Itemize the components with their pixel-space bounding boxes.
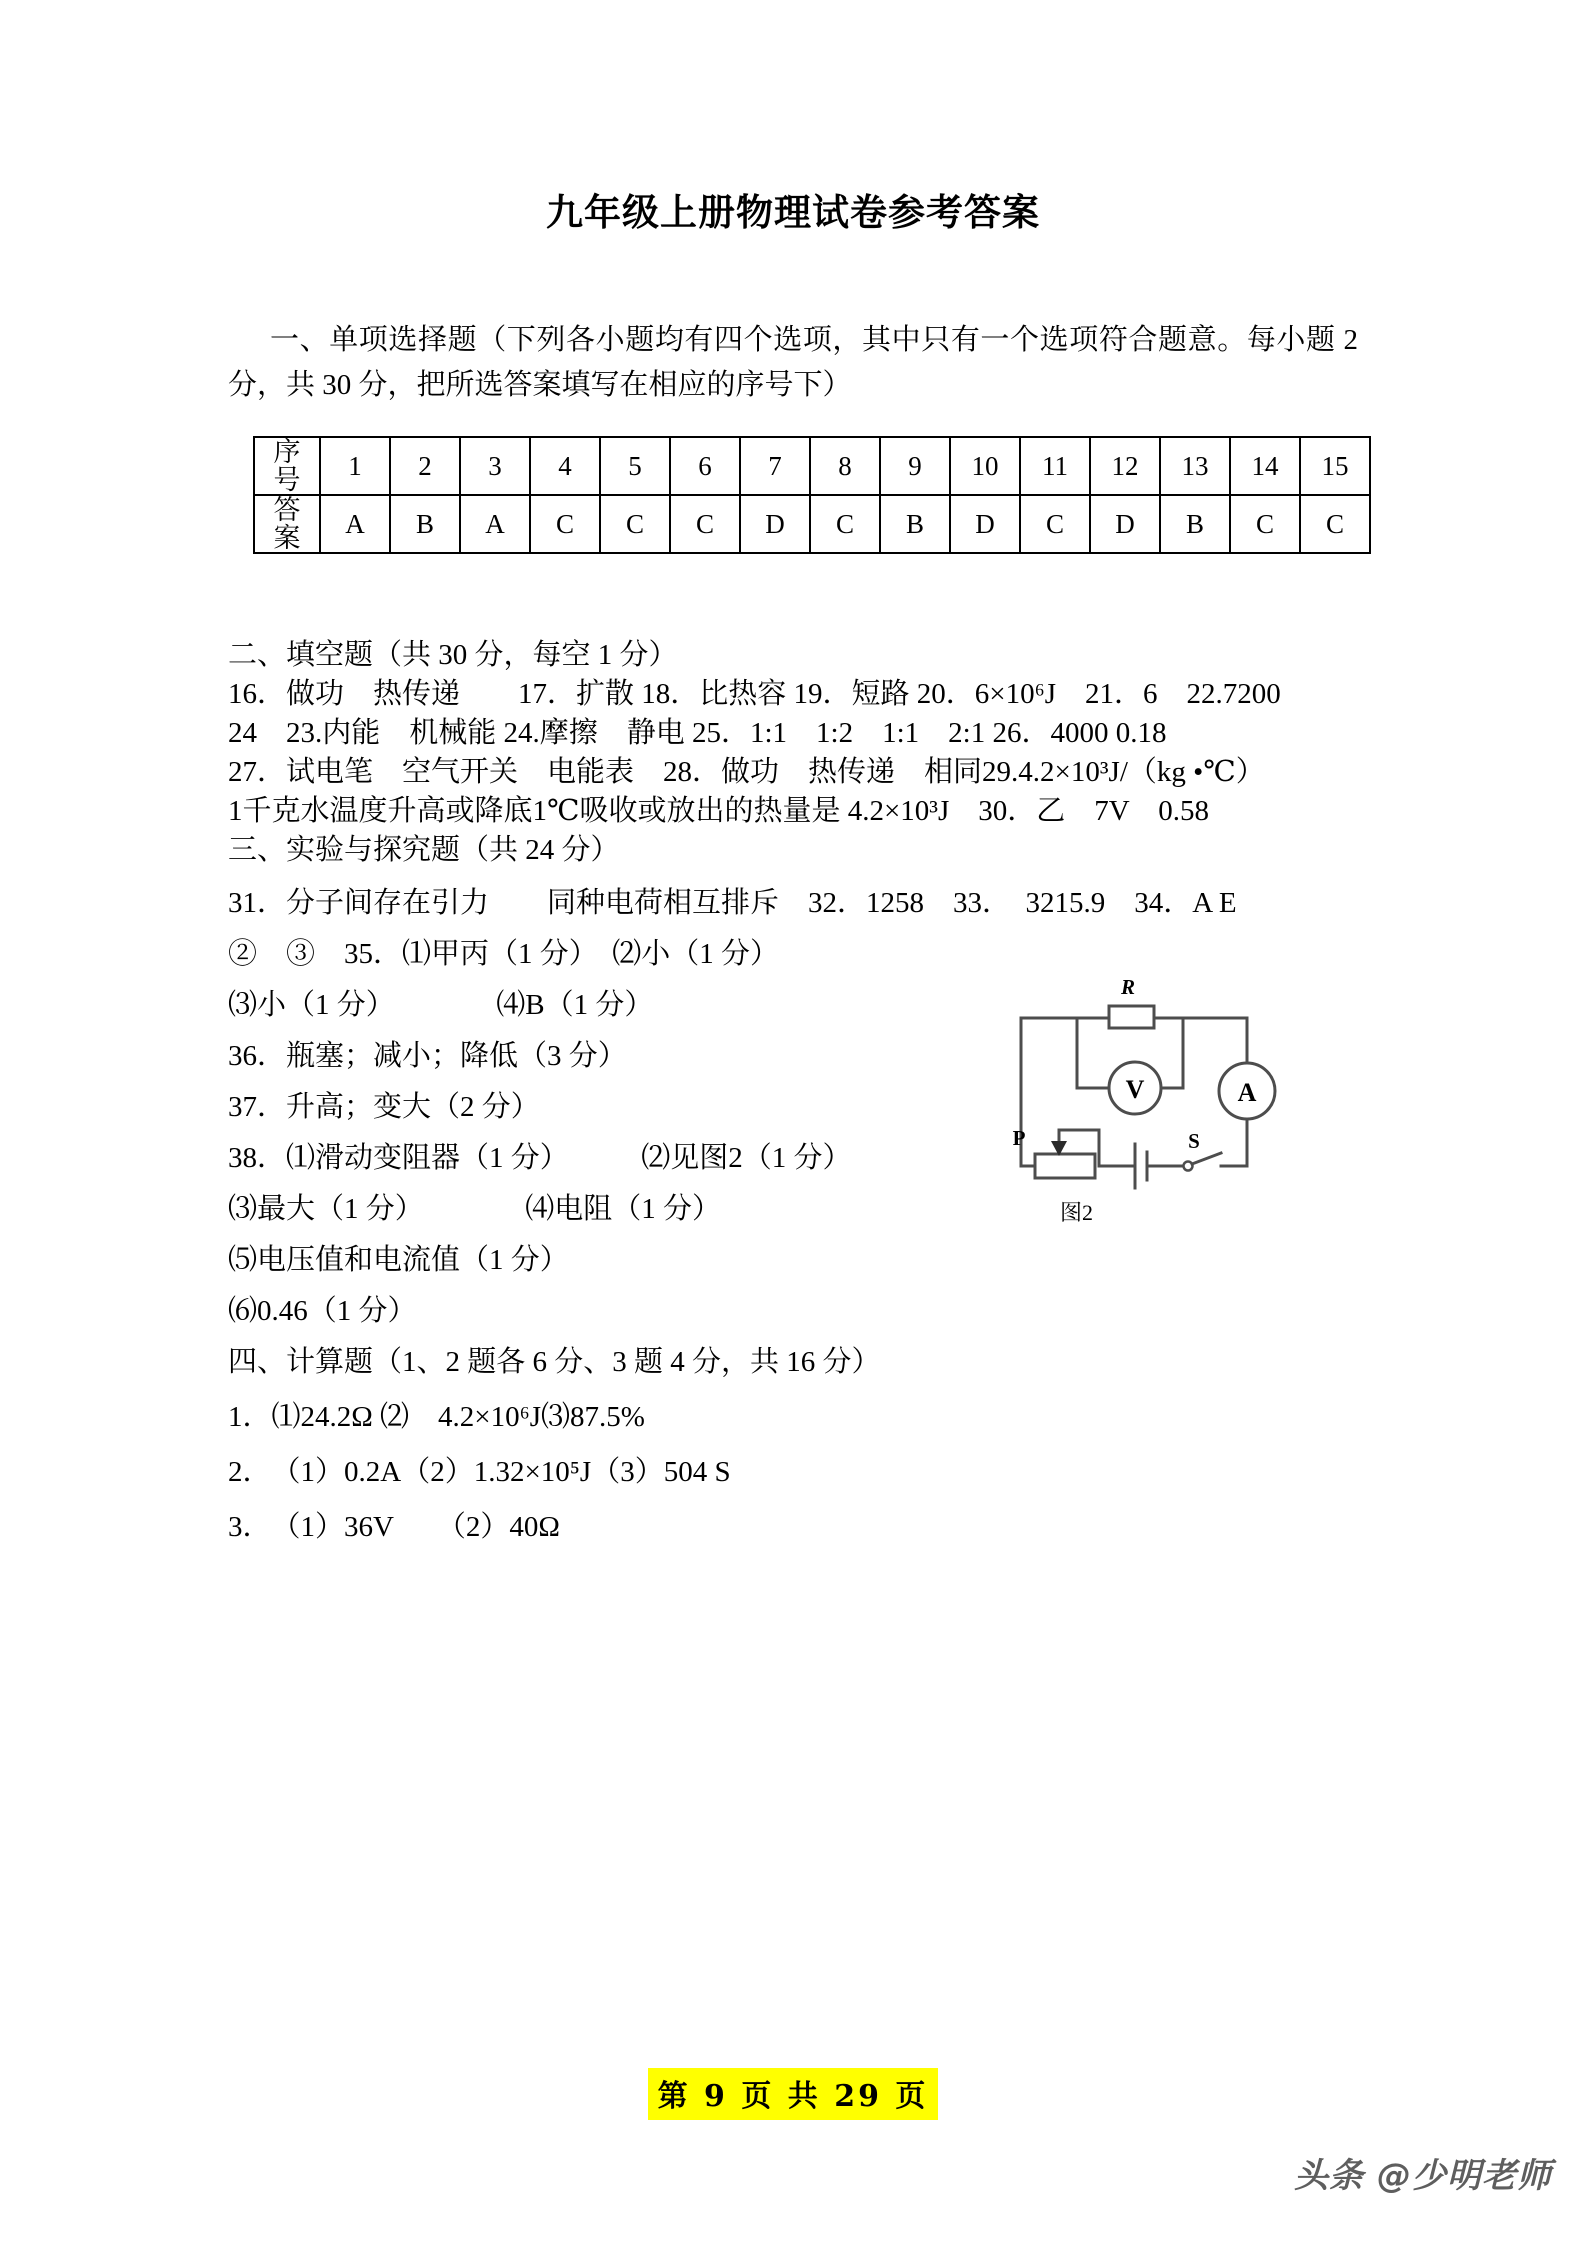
section-three-line-2: ② ③ 35．⑴甲丙（1 分） ⑵小（1 分） xyxy=(228,938,780,970)
page-footer xyxy=(0,2068,1586,2120)
cell-answer: C xyxy=(1230,495,1300,553)
section-two-line-1: 16．做功 热传递 17．扩散 18．比热容 19．短路 20．6×10⁶J 21．6 22.7200 xyxy=(228,678,1281,710)
cell-number: 6 xyxy=(670,437,740,495)
section-two-line-3: 27．试电笔 空气开关 电能表 28．做功 热传递 相同29.4.2×10³J/（kg •℃） xyxy=(228,756,1265,788)
cell-number: 4 xyxy=(530,437,600,495)
section-four-line-3: 3． （1）36V （2）40Ω xyxy=(228,1511,560,1543)
cell-answer: C xyxy=(1020,495,1090,553)
table-row-numbers xyxy=(254,437,1370,495)
cell-number: 9 xyxy=(880,437,950,495)
table-row-answers xyxy=(254,495,1370,553)
cell-answer: C xyxy=(600,495,670,553)
cell-answer: D xyxy=(740,495,810,553)
circuit-diagram-figure2 xyxy=(985,978,1305,1228)
section-three-line-9: ⑹0.46（1 分） xyxy=(228,1295,417,1327)
section-two-line-2: 24 23.内能 机械能 24.摩擦 静电 25．1:1 1:2 1:1 2:1 26．4000 0.18 xyxy=(228,717,1167,749)
row-header-answer xyxy=(254,495,320,553)
cell-number: 2 xyxy=(390,437,460,495)
cell-number: 3 xyxy=(460,437,530,495)
section-three-line-5: 37．升高；变大（2 分） xyxy=(228,1091,540,1123)
row-header-number-char-2: 号 xyxy=(273,465,301,495)
section-three-heading: 三、实验与探究题（共 24 分） xyxy=(228,834,620,866)
cell-number: 13 xyxy=(1160,437,1230,495)
cell-answer: B xyxy=(880,495,950,553)
cell-answer: B xyxy=(390,495,460,553)
section-three-line-1: 31．分子间存在引力 同种电荷相互排斥 32．1258 33． 3215.9 34．A E xyxy=(228,887,1237,919)
circuit-svg xyxy=(985,978,1305,1228)
row-header-answer-char-1: 答 xyxy=(273,495,301,525)
switch-label: S xyxy=(1188,1129,1200,1153)
section-four-heading: 四、计算题（1、2 题各 6 分、3 题 4 分，共 16 分） xyxy=(228,1346,881,1378)
cell-number: 1 xyxy=(320,437,390,495)
section-four-line-1: 1．⑴24.2Ω ⑵ 4.2×10⁶J⑶87.5% xyxy=(228,1401,645,1433)
section-three-line-7: ⑶最大（1 分） ⑷电阻（1 分） xyxy=(228,1193,722,1225)
voltmeter-label: V xyxy=(1125,1075,1145,1104)
section-three-line-3: ⑶小（1 分） ⑷B（1 分） xyxy=(228,989,654,1021)
resistor-label: R xyxy=(1120,978,1136,999)
cell-answer: C xyxy=(810,495,880,553)
cell-answer: A xyxy=(320,495,390,553)
row-header-number-char-1: 序 xyxy=(273,437,301,467)
cell-number: 15 xyxy=(1300,437,1370,495)
cell-answer: C xyxy=(670,495,740,553)
rheostat-label: P xyxy=(1012,1126,1026,1150)
section-one-heading: 一、单项选择题（下列各小题均有四个选项，其中只有一个选项符合题意。每小题 2 分，共 30 分，把所选答案填写在相应的序号下） xyxy=(228,324,1358,401)
cell-answer: D xyxy=(950,495,1020,553)
ammeter-label: A xyxy=(1237,1078,1257,1107)
cell-number: 7 xyxy=(740,437,810,495)
cell-answer: C xyxy=(1300,495,1370,553)
page-title: 九年级上册物理试卷参考答案 xyxy=(546,190,1040,234)
row-header-number xyxy=(254,437,320,495)
cell-number: 5 xyxy=(600,437,670,495)
section-four-line-2: 2． （1）0.2A（2）1.32×10⁵J（3）504 S xyxy=(228,1456,731,1488)
cell-number: 14 xyxy=(1230,437,1300,495)
section-two-heading: 二、填空题（共 30 分，每空 1 分） xyxy=(228,639,678,671)
cell-number: 11 xyxy=(1020,437,1090,495)
answer-key-table xyxy=(253,436,1371,554)
cell-number: 8 xyxy=(810,437,880,495)
watermark: 头条 @少明老师 xyxy=(1294,2156,1552,2196)
cell-answer: D xyxy=(1090,495,1160,553)
figure-caption: 图2 xyxy=(1060,1200,1094,1225)
cell-number: 12 xyxy=(1090,437,1160,495)
section-two-line-4: 1千克水温度升高或降底1℃吸收或放出的热量是 4.2×10³J 30．乙 7V 0.58 xyxy=(228,795,1209,827)
cell-answer: B xyxy=(1160,495,1230,553)
page-number-text: 第 9 页 共 29 页 xyxy=(648,2068,939,2120)
section-three-line-8: ⑸电压值和电流值（1 分） xyxy=(228,1244,569,1276)
cell-answer: A xyxy=(460,495,530,553)
cell-number: 10 xyxy=(950,437,1020,495)
section-three-line-4: 36．瓶塞；减小；降低（3 分） xyxy=(228,1040,627,1072)
row-header-answer-char-2: 案 xyxy=(273,523,301,553)
cell-answer: C xyxy=(530,495,600,553)
section-three-line-6: 38．⑴滑动变阻器（1 分） ⑵见图2（1 分） xyxy=(228,1142,852,1174)
